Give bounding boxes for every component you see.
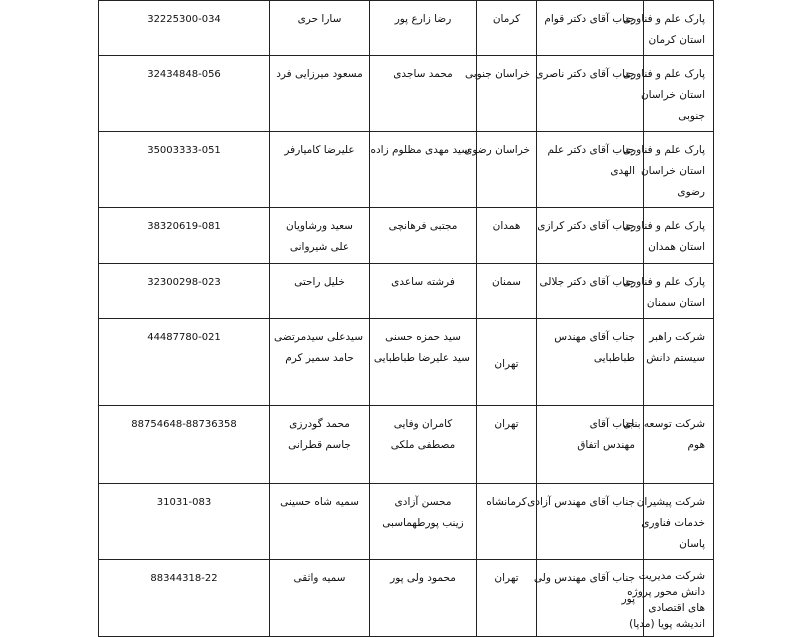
phone-cell xyxy=(99,132,270,208)
org-cell xyxy=(622,208,714,264)
table-body xyxy=(99,1,714,637)
contact1-cell xyxy=(370,1,477,56)
city-cell xyxy=(464,56,537,132)
table-row xyxy=(99,319,714,406)
phone-value: 32225300-034 xyxy=(147,14,221,25)
contact1-line: سید علیرضا طباطبایی xyxy=(373,352,470,364)
org-line: شرکت راهبر xyxy=(649,331,705,343)
city-cell xyxy=(477,406,537,484)
contact2-cell xyxy=(270,56,370,132)
phone-cell xyxy=(99,264,270,319)
org-line: شرکت پیشیران xyxy=(636,496,705,508)
contact1-cell xyxy=(370,208,477,264)
manager-cell xyxy=(533,560,644,637)
contact2-line: جاسم قطرانی xyxy=(288,439,351,451)
org-line: شرکت مدیریت xyxy=(638,570,705,582)
contact1-cell xyxy=(370,319,477,406)
contact2-cell xyxy=(270,1,370,56)
org-line: استان خراسان xyxy=(640,165,705,177)
org-line: رضوی xyxy=(677,186,705,198)
contact2-line: سمیه شاه حسینی xyxy=(280,496,359,508)
contact1-cell xyxy=(370,132,477,208)
manager-line: جناب آقای xyxy=(589,418,635,430)
table-row xyxy=(99,1,714,56)
contact2-line: سارا حری xyxy=(297,13,342,25)
city-line: تهران xyxy=(494,357,519,370)
org-line: پارک علم و فناوری xyxy=(622,68,705,80)
org-cell xyxy=(644,319,714,406)
city-cell xyxy=(477,264,537,319)
contact2-cell xyxy=(270,208,370,264)
phone-cell xyxy=(99,484,270,560)
contact1-cell xyxy=(370,264,477,319)
phone-cell xyxy=(99,1,270,56)
table-row xyxy=(99,264,714,319)
city-cell xyxy=(464,132,537,208)
contacts-table xyxy=(98,0,714,637)
org-cell xyxy=(622,264,714,319)
table-row xyxy=(99,132,714,208)
contact2-line: محمد گودرزی xyxy=(289,418,350,430)
contact2-cell xyxy=(270,406,370,484)
contact1-line: رضا زارع پور xyxy=(394,13,452,25)
contact2-line: حامد سمیر کرم xyxy=(285,352,354,364)
manager-cell xyxy=(527,484,644,560)
manager-line: جناب آقای دکتر ناصری xyxy=(535,68,635,80)
manager-cell xyxy=(537,406,644,484)
table-row xyxy=(99,484,714,560)
contact2-cell xyxy=(270,264,370,319)
manager-line: جناب آقای دکتر قوام xyxy=(544,13,635,25)
manager-line: جناب آقای دکتر کرازی xyxy=(537,220,635,232)
org-line: پارک علم و فناوری xyxy=(622,144,705,156)
org-line: هوم xyxy=(687,439,705,451)
contact1-line: محمود ولی پور xyxy=(390,572,456,584)
manager-cell xyxy=(537,132,644,208)
contact1-line: فرشته ساعدی xyxy=(391,276,455,288)
city-cell xyxy=(477,208,537,264)
contact1-cell xyxy=(370,484,477,560)
org-cell xyxy=(623,406,714,484)
manager-line: الهدی xyxy=(610,165,635,177)
org-line: پارک علم و فناوری xyxy=(622,220,705,232)
org-line: پاسان xyxy=(679,538,705,550)
org-line: جنوبی xyxy=(678,110,705,122)
org-line: استان همدان xyxy=(648,241,705,253)
phone-cell xyxy=(99,560,270,637)
city-line: کرمان xyxy=(492,13,521,25)
contact2-line: خلیل راحتی xyxy=(294,276,345,288)
contact2-cell xyxy=(270,560,370,637)
contact1-cell xyxy=(370,406,477,484)
manager-cell xyxy=(537,208,644,264)
city-cell xyxy=(477,560,537,637)
manager-line: جناب آقای مهندس xyxy=(554,331,635,343)
manager-line: جناب آقای دکتر جلالی xyxy=(539,276,635,288)
table-row xyxy=(99,560,714,637)
contact1-line: زینب پورطهماسبی xyxy=(382,517,464,529)
phone-cell xyxy=(99,406,270,484)
phone-value: 88344318-22 xyxy=(150,573,218,584)
phone-value: 35003333-051 xyxy=(147,145,221,156)
contact1-line: کامران وفایی xyxy=(393,418,453,430)
contact1-line: مصطفی ملکی xyxy=(390,439,456,451)
city-line: سمنان xyxy=(492,276,521,288)
manager-line: پور xyxy=(621,593,635,605)
org-cell xyxy=(636,484,714,560)
org-line: پارک علم و فناوری xyxy=(622,276,705,288)
org-line: استان سمنان xyxy=(646,297,705,309)
phone-cell xyxy=(99,319,270,406)
contact1-line: مجتبی فرهانچی xyxy=(388,220,458,232)
manager-line: جناب آقای مهندس آزادی xyxy=(527,496,635,508)
phone-cell xyxy=(99,208,270,264)
contact2-line: علیرضا کامیارفر xyxy=(284,144,355,156)
city-line: تهران xyxy=(494,572,519,584)
org-cell xyxy=(622,56,714,132)
contact1-line: محسن آزادی xyxy=(394,496,452,508)
contact1-line: سید حمزه حسنی xyxy=(385,331,461,343)
org-line: های اقتصادی xyxy=(648,602,705,614)
manager-cell xyxy=(537,319,644,406)
contact2-line: سعید ورشاویان xyxy=(286,220,353,232)
org-line: استان خراسان xyxy=(640,89,705,101)
contact1-line: سید مهدی مظلوم زاده xyxy=(370,144,470,156)
org-cell xyxy=(622,1,714,56)
contact1-cell xyxy=(370,56,477,132)
manager-line: جناب آقای دکتر علم xyxy=(547,144,635,156)
contact2-line: علی شیروانی xyxy=(289,241,350,253)
manager-line: مهندس اتفاق xyxy=(577,439,635,451)
manager-line: جناب آقای مهندس ولی xyxy=(533,572,635,584)
contact2-cell xyxy=(270,132,370,208)
manager-line: طباطبایی xyxy=(593,352,635,364)
phone-value: 32300298-023 xyxy=(147,277,221,288)
contact1-cell xyxy=(370,560,477,637)
phone-value: 88754648-88736358 xyxy=(131,419,237,430)
contact2-cell xyxy=(270,484,370,560)
contact2-line: سیدعلی سیدمرتضی xyxy=(274,331,363,343)
city-line: خراسان رضوی xyxy=(464,144,530,156)
table-row xyxy=(99,406,714,484)
manager-cell xyxy=(537,1,644,56)
phone-cell xyxy=(99,56,270,132)
org-line: پارک علم و فناوری xyxy=(622,13,705,25)
phone-value: 31031-083 xyxy=(156,497,212,508)
contact2-line: مسعود میرزایی فرد xyxy=(276,68,363,80)
city-cell xyxy=(477,1,537,56)
city-line: کرمانشاه xyxy=(486,496,527,508)
phone-value: 44487780-021 xyxy=(147,332,221,343)
city-line: خراسان جنوبی xyxy=(464,68,530,80)
contact2-line: سمیه واثقی xyxy=(293,572,346,584)
city-line: تهران xyxy=(494,418,519,430)
table-row xyxy=(99,208,714,264)
org-line: خدمات فناوری xyxy=(641,517,705,529)
org-line: استان کرمان xyxy=(648,34,705,46)
phone-value: 32434848-056 xyxy=(147,69,221,80)
manager-cell xyxy=(537,264,644,319)
org-line: دانش محور پروژه xyxy=(627,586,705,598)
contact2-cell xyxy=(270,319,370,406)
table-row xyxy=(99,56,714,132)
phone-value: 38320619-081 xyxy=(147,221,221,232)
city-line: همدان xyxy=(492,220,521,232)
contact1-line: محمد ساجدی xyxy=(393,68,453,80)
org-line: سیستم دانش xyxy=(646,352,705,364)
city-cell xyxy=(477,319,537,406)
org-line: شرکت توسعه بنای xyxy=(623,418,705,430)
org-line: اندیشه پویا (مدپا) xyxy=(629,618,705,630)
